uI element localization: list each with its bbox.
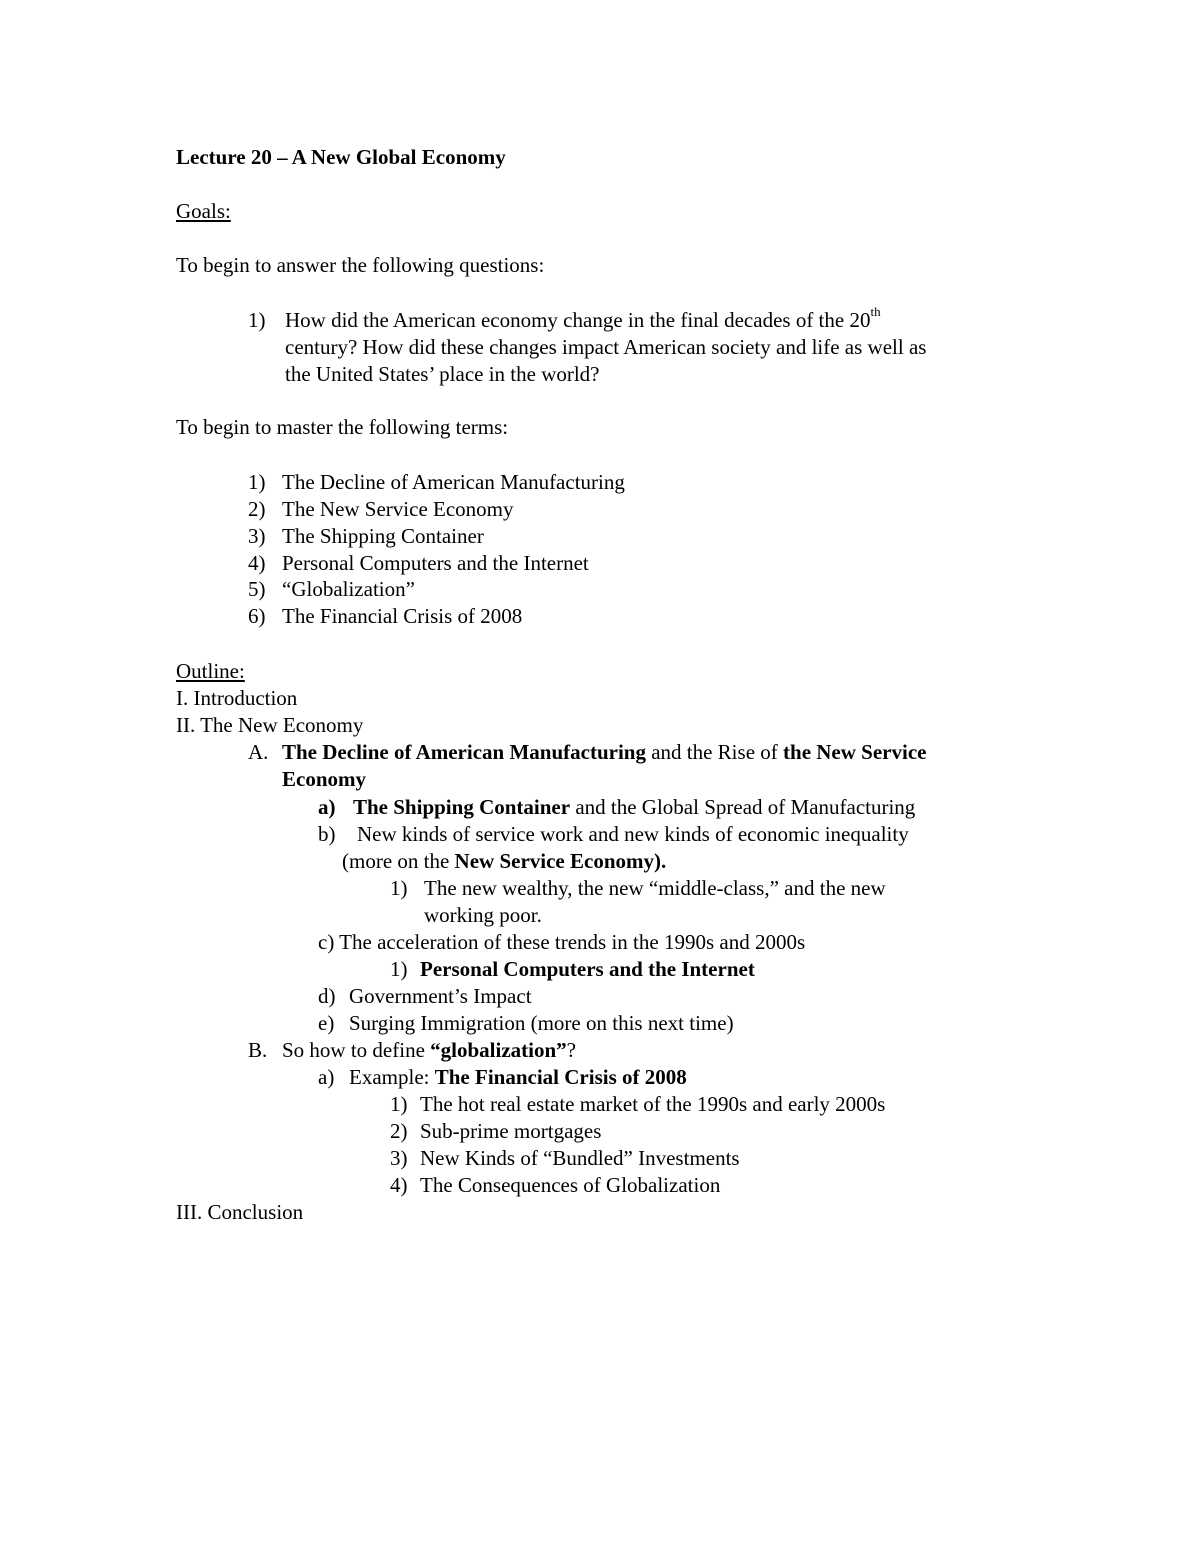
outline-a-b-1-number: 1) [390,876,408,900]
outline-a-b-1-line-2: working poor. [424,903,542,927]
outline-a-b-number: b) [318,822,336,846]
term-item: The New Service Economy [282,497,514,521]
outline-a-d-number: d) [318,984,336,1008]
outline-section-i: I. Introduction [176,686,298,710]
outline-a-e-item: Surging Immigration (more on this next time) [349,1011,734,1035]
outline-b-a-bold: The Financial Crisis of 2008 [434,1065,687,1089]
outline-b-a-pre: Example: [349,1065,435,1089]
term-item: The Financial Crisis of 2008 [282,604,523,628]
outline-a-a-bold: The Shipping Container [353,795,571,819]
outline-b-a-sub-number: 4) [390,1173,408,1197]
outline-b-pre: So how to define [282,1038,431,1062]
term-number: 1) [248,470,266,494]
term-number: 6) [248,604,266,628]
outline-b-number: B. [248,1038,268,1062]
outline-b-a-sub-number: 3) [390,1146,408,1170]
question-line-2: century? How did these changes impact American society and life as well as [285,335,927,359]
outline-a-line-2: Economy [282,767,366,791]
outline-b-a-sub-number: 2) [390,1119,408,1143]
outline-a-a-rest: and the Global Spread of Manufacturing [570,795,916,819]
outline-b-bold: “globalization” [430,1038,567,1062]
outline-b-a-sub-item: Sub-prime mortgages [420,1119,602,1143]
goals-heading: Goals: [176,199,231,223]
outline-a-d-item: Government’s Impact [349,984,532,1008]
term-number: 4) [248,551,266,575]
outline-b-a-sub-item: New Kinds of “Bundled” Investments [420,1146,740,1170]
outline-a-c-1-item: Personal Computers and the Internet [420,957,755,981]
outline-section-ii: II. The New Economy [176,713,364,737]
outline-a-bold-1: The Decline of American Manufacturing [282,740,646,764]
term-item: Personal Computers and the Internet [282,551,589,575]
question-line-1-text: How did the American economy change in the final decades of the 20 [285,308,871,332]
outline-section-iii: III. Conclusion [176,1200,304,1224]
outline-a-b-1-line-1: The new wealthy, the new “middle-class,” and the new [424,876,886,900]
outline-heading: Outline: [176,659,245,683]
outline-b-a-sub-item: The Consequences of Globalization [420,1173,721,1197]
question-line-1 [285,304,881,334]
outline-b-post: ? [566,1038,576,1062]
outline-b-a-number: a) [318,1065,335,1089]
outline-a-b-pre: (more on the [342,849,455,873]
term-number: 5) [248,577,266,601]
outline-b-a-sub-number: 1) [390,1092,408,1116]
questions-intro: To begin to answer the following questions: [176,253,545,277]
term-item: The Shipping Container [282,524,484,548]
outline-a-b-bold: New Service Economy). [454,849,667,873]
outline-b-a-item [349,1064,687,1091]
outline-a-c-item: c) The acceleration of these trends in the 1990s and 2000s [318,930,806,954]
term-item: The Decline of American Manufacturing [282,470,625,494]
outline-a-b-line-1: New kinds of service work and new kinds of economic inequality [357,822,909,846]
outline-a-number: A. [248,740,269,764]
page-title: Lecture 20 – A New Global Economy [176,145,506,169]
outline-b-a-sub-item: The hot real estate market of the 1990s and early 2000s [420,1092,886,1116]
outline-a-a-number: a) [318,795,336,819]
term-item: “Globalization” [282,577,415,601]
question-number: 1) [248,308,266,332]
question-line-3: the United States’ place in the world? [285,362,600,386]
terms-intro: To begin to master the following terms: [176,415,509,439]
question-superscript: th [870,304,881,319]
outline-a-e-number: e) [318,1011,335,1035]
outline-b-item [282,1037,576,1064]
outline-a-bold-2: the New Service [783,740,927,764]
outline-a-mid: and the Rise of [645,740,784,764]
outline-a-c-1-number: 1) [390,957,408,981]
outline-a-b-line-2 [342,848,666,875]
outline-a-a-item [353,794,915,821]
term-number: 3) [248,524,266,548]
outline-a-line-1 [282,739,926,766]
term-number: 2) [248,497,266,521]
